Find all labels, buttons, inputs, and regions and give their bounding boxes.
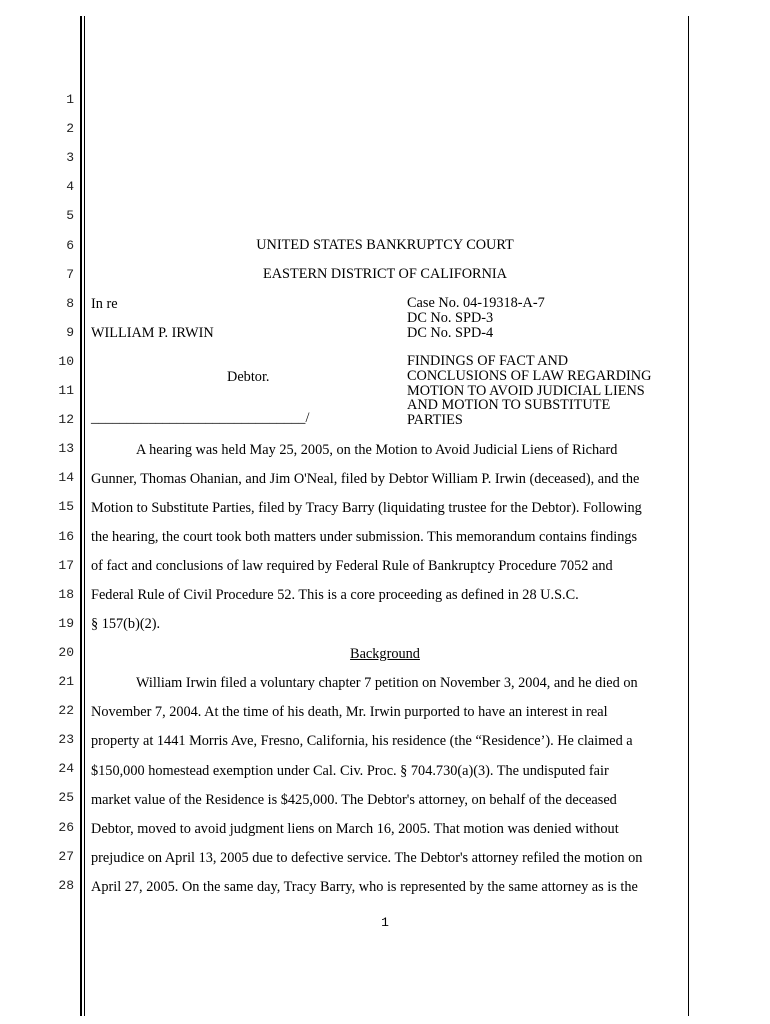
line-number: 9	[66, 325, 74, 340]
line-number: 27	[58, 849, 74, 864]
line-number: 28	[58, 878, 74, 893]
body-line: $150,000 homestead exemption under Cal. Civ. Proc. § 704.730(a)(3). The undisputed fair	[91, 763, 609, 779]
line-number: 15	[58, 499, 74, 514]
page-number: 1	[381, 915, 389, 930]
caption-signature-line: ______________________________/	[91, 410, 310, 426]
line-number: 21	[58, 674, 74, 689]
left-margin-rule-inner	[84, 16, 85, 1016]
line-number: 23	[58, 732, 74, 747]
line-number: 4	[66, 179, 74, 194]
line-number: 6	[66, 238, 74, 253]
dc-number-2: DC No. SPD-4	[407, 325, 494, 341]
line-number: 18	[58, 587, 74, 602]
body-line: prejudice on April 13, 2005 due to defective service. The Debtor's attorney refiled the motion on	[91, 850, 643, 866]
left-margin-rule-outer	[80, 16, 82, 1016]
body-line: Debtor, moved to avoid judgment liens on March 16, 2005. That motion was denied without	[91, 821, 619, 837]
line-number: 3	[66, 150, 74, 165]
body-line: the hearing, the court took both matters under submission. This memorandum contains findings	[91, 529, 638, 545]
dc-number-1: DC No. SPD-3	[407, 310, 494, 326]
line-number: 25	[58, 790, 74, 805]
line-number: 20	[58, 645, 74, 660]
section-heading-background: Background	[350, 646, 420, 662]
line-number: 5	[66, 208, 74, 223]
body-line: Motion to Substitute Parties, filed by Tracy Barry (liquidating trustee for the Debtor). Following	[91, 500, 642, 516]
debtor-name: WILLIAM P. IRWIN	[91, 325, 214, 341]
case-number: Case No. 04-19318-A-7	[407, 295, 545, 311]
body-line: property at 1441 Morris Ave, Fresno, California, his residence (the “Residence’). He claimed a	[91, 733, 633, 749]
line-number: 12	[58, 412, 74, 427]
body-line: § 157(b)(2).	[91, 616, 161, 632]
body-line: William Irwin filed a voluntary chapter 7 petition on November 3, 2004, and he died on	[136, 675, 638, 691]
body-line: market value of the Residence is $425,000. The Debtor's attorney, on behalf of the deceased	[91, 792, 617, 808]
line-number: 17	[58, 558, 74, 573]
line-number: 8	[66, 296, 74, 311]
document-title-line-1: FINDINGS OF FACT AND	[407, 353, 569, 369]
document-title-line-4: AND MOTION TO SUBSTITUTE	[407, 397, 611, 413]
line-number: 13	[58, 441, 74, 456]
line-number: 7	[66, 267, 74, 282]
line-number: 19	[58, 616, 74, 631]
debtor-label: Debtor.	[227, 369, 270, 385]
line-number: 24	[58, 761, 74, 776]
body-line: Gunner, Thomas Ohanian, and Jim O'Neal, filed by Debtor William P. Irwin (deceased), and the	[91, 471, 640, 487]
body-line: Federal Rule of Civil Procedure 52. This is a core proceeding as defined in 28 U.S.C.	[91, 587, 579, 603]
body-line: April 27, 2005. On the same day, Tracy Barry, who is represented by the same attorney as is the	[91, 879, 638, 895]
in-re-label: In re	[91, 296, 118, 312]
document-title-line-5: PARTIES	[407, 412, 463, 428]
body-line: A hearing was held May 25, 2005, on the Motion to Avoid Judicial Liens of Richard	[136, 442, 618, 458]
body-line: November 7, 2004. At the time of his death, Mr. Irwin purported to have an interest in real	[91, 704, 608, 720]
document-title-line-2: CONCLUSIONS OF LAW REGARDING	[407, 368, 652, 384]
body-line: of fact and conclusions of law required by Federal Rule of Bankruptcy Procedure 7052 and	[91, 558, 613, 574]
court-district: EASTERN DISTRICT OF CALIFORNIA	[263, 266, 507, 282]
line-number: 11	[58, 383, 74, 398]
line-number: 22	[58, 703, 74, 718]
court-name: UNITED STATES BANKRUPTCY COURT	[256, 237, 514, 253]
line-number: 10	[58, 354, 74, 369]
line-number: 2	[66, 121, 74, 136]
line-number: 26	[58, 820, 74, 835]
line-number: 1	[66, 92, 74, 107]
right-margin-rule	[688, 16, 689, 1016]
line-number: 14	[58, 470, 74, 485]
line-number: 16	[58, 529, 74, 544]
document-title-line-3: MOTION TO AVOID JUDICIAL LIENS	[407, 383, 645, 399]
